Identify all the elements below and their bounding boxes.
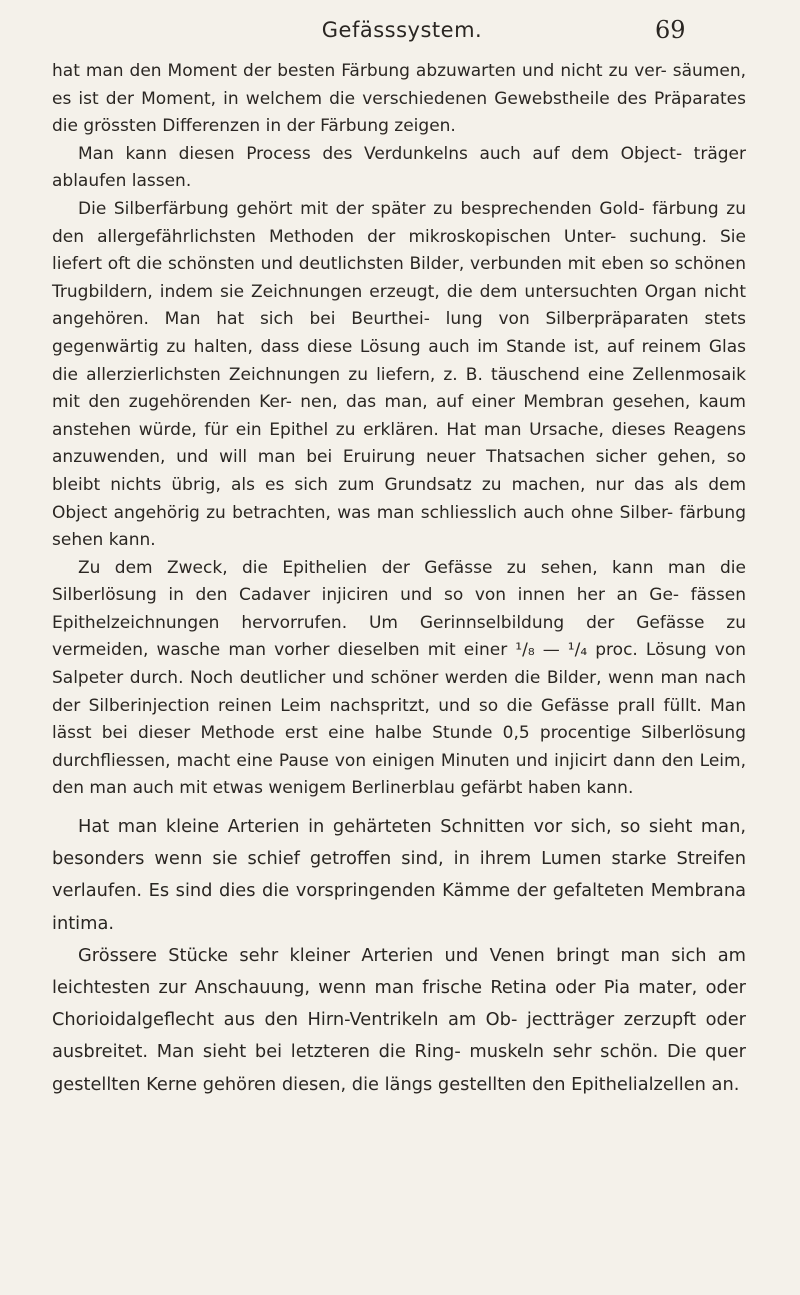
- paragraph: Man kann diesen Process des Verdunkelns auch auf dem Object- träger ablaufen lassen.: [52, 143, 746, 192]
- paragraph: Grössere Stücke sehr kleiner Arterien und Venen bringt man sich am leichtesten zur Anschauung, wenn man frische Retina oder Pia mater, oder Chorioidalgeflecht aus den Hirn-Ventrikeln am Ob- jectträger zerzupft oder ausbreitet. Man sieht bei letzteren die Ring- muskeln sehr schön. Die quer gestellten Kerne gehören diesen, die längs gestellten den Epithelialzellen an.: [52, 944, 746, 1095]
- small-print-section: [52, 58, 746, 803]
- paragraph: Hat man kleine Arterien in gehärteten Schnitten vor sich, so sieht man, besonders wenn sie schief getroffen sind, in ihrem Lumen starke Streifen verlaufen. Es sind dies die vorspringenden Kämme der gefalteten Membrana intima.: [52, 816, 746, 934]
- running-title: Gefässsystem.: [321, 18, 483, 42]
- large-print-section: [52, 811, 746, 1101]
- paragraph: Die Silberfärbung gehört mit der später zu besprechenden Gold- färbung zu den allergefährlichsten Methoden der mikroskopischen Unter- suchung. Sie liefert oft die schönsten und deutlichsten Bilder, verbunden mit eben so schönen Trugbildern, indem sie Zeichnungen erzeugt, die dem untersuchten Organ nicht angehören. Man hat sich bei Beurthei- lung von Silberpräparaten stets gegenwärtig zu halten, dass diese Lösung auch im Stande ist, auf reinem Glas die allerzierlichsten Zeichnungen zu liefern, z. B. täuschend eine Zellenmosaik mit den zugehörenden Ker- nen, das man, auf einer Membran gesehen, kaum anstehen würde, für ein Epithel zu erklären. Hat man Ursache, dieses Reagens anzuwenden, und will man bei Eruirung neuer Thatsachen sicher gehen, so bleibt nichts übrig, als es sich zum Grundsatz zu machen, nur das als dem Object angehörig zu betrachten, was man schliesslich auch ohne Silber- färbung sehen kann.: [52, 198, 746, 551]
- paragraph: hat man den Moment der besten Färbung abzuwarten und nicht zu ver- säumen, es ist der Moment, in welchem die verschiedenen Gewebstheile des Präparates die grössten Differenzen in der Färbung zeigen.: [52, 61, 746, 137]
- running-head: [0, 12, 800, 52]
- paragraph: Zu dem Zweck, die Epithelien der Gefässe zu sehen, kann man die Silberlösung in den Cadaver injiciren und so von innen her an Ge- fässen Epithelzeichnungen hervorrufen. Um Gerinnselbildung der Gefässe zu vermeiden, wasche man vorher dieselben mit einer ¹/₈ — ¹/₄ proc. Lösung von Salpeter durch. Noch deutlicher und schöner werden die Bilder, wenn man nach der Silberinjection reinen Leim nachspritzt, und so die Gefässe prall füllt. Man lässt bei dieser Methode erst eine halbe Stunde 0,5 procentige Silberlösung durchfliessen, macht eine Pause von einigen Minuten und injicirt dann den Leim, den man auch mit etwas wenigem Berlinerblau gefärbt haben kann.: [52, 557, 746, 799]
- body-text: [52, 58, 746, 1101]
- page-number: 69: [655, 16, 686, 44]
